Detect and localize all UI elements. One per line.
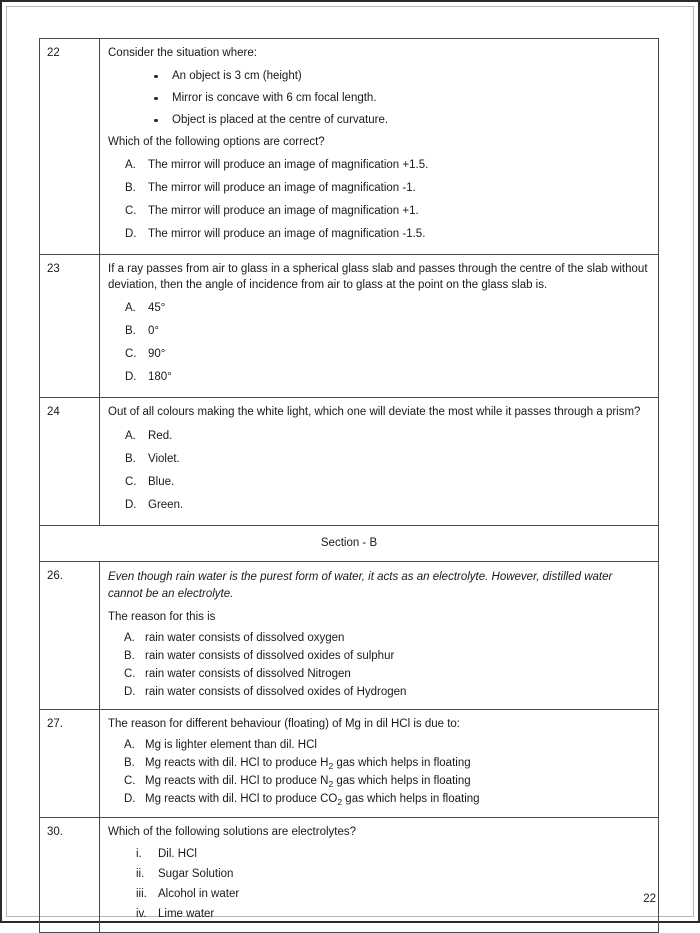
option-text: Dil. HCl — [158, 847, 197, 860]
question-substem: The reason for this is — [108, 610, 216, 623]
list-item[interactable] — [125, 200, 650, 223]
list-item: Object is placed at the centre of curvature. — [154, 110, 650, 132]
list-item[interactable] — [125, 154, 650, 177]
option-label: iv. — [136, 907, 147, 920]
option-text: rain water consists of dissolved Nitrogen — [145, 667, 351, 680]
option-label: C. — [124, 667, 136, 680]
list-item[interactable] — [125, 494, 650, 517]
option-label: B. — [125, 325, 136, 337]
option-label: B. — [124, 757, 135, 769]
list-item[interactable] — [125, 366, 650, 389]
question-number-30: 30. — [40, 817, 100, 933]
list-item[interactable] — [124, 755, 650, 773]
option-label: D. — [125, 228, 137, 240]
option-label: C. — [125, 348, 137, 360]
question-option-list — [108, 629, 650, 701]
option-text: Red. — [148, 429, 173, 442]
list-item[interactable] — [125, 320, 650, 343]
option-label: D. — [124, 685, 136, 698]
option-label: B. — [125, 182, 136, 194]
option-text: Mg reacts with dil. HCl to produce $CO_2$ gas which helps in floating — [145, 793, 480, 807]
question-number-23: 23 — [40, 255, 100, 398]
question-body-26 — [100, 561, 659, 710]
option-text: Sugar Solution — [158, 867, 234, 880]
option-label: C. — [124, 775, 136, 787]
list-item[interactable] — [136, 864, 650, 884]
list-item[interactable] — [125, 471, 650, 494]
question-option-list — [108, 737, 650, 809]
table-row — [40, 561, 659, 710]
option-label: D. — [125, 371, 137, 383]
option-label: A. — [124, 631, 135, 644]
list-item[interactable] — [124, 647, 650, 665]
list-item[interactable] — [125, 343, 650, 366]
question-stem: Consider the situation where: — [108, 47, 257, 59]
question-option-list — [108, 154, 650, 246]
list-item[interactable] — [125, 223, 650, 246]
question-option-list — [108, 844, 650, 924]
list-item: Mirror is concave with 6 cm focal length. — [154, 88, 650, 110]
question-number-27: 27. — [40, 710, 100, 818]
list-item[interactable] — [124, 791, 650, 809]
list-item[interactable] — [124, 665, 650, 683]
option-text: rain water consists of dissolved oxygen — [145, 631, 345, 644]
question-option-list — [108, 297, 650, 389]
question-body-22 — [100, 39, 659, 255]
option-label: A. — [124, 739, 135, 751]
list-item[interactable] — [125, 425, 650, 448]
option-text: The mirror will produce an image of magnification +1. — [148, 205, 419, 217]
option-label: D. — [125, 498, 137, 511]
section-divider-label: Section - B — [40, 525, 659, 561]
question-stem: If a ray passes from air to glass in a spherical glass slab and passes through the centre of the slab without deviation, then the angle of incidence from air to glass at the point on the glass slab is. — [108, 263, 648, 291]
option-label: ii. — [136, 867, 145, 880]
question-bullet-list — [108, 66, 650, 132]
list-item[interactable] — [125, 177, 650, 200]
option-text: rain water consists of dissolved oxides of sulphur — [145, 649, 395, 662]
list-item[interactable] — [136, 844, 650, 864]
option-label: i. — [136, 847, 142, 860]
option-label: B. — [125, 452, 136, 465]
option-label: D. — [124, 793, 136, 805]
question-body-30 — [100, 817, 659, 933]
table-row — [40, 710, 659, 818]
option-text: The mirror will produce an image of magnification +1.5. — [148, 159, 429, 171]
question-stem: The reason for different behaviour (floating) of Mg in dil HCl is due to: — [108, 718, 460, 730]
list-item[interactable] — [125, 448, 650, 471]
question-option-list — [108, 425, 650, 517]
question-stem: Even though rain water is the purest form of water, it acts as an electrolyte. However, distilled water cannot be an electrolyte. — [108, 570, 613, 600]
question-body-27 — [100, 710, 659, 818]
question-stem: Out of all colours making the white light, which one will deviate the most while it passes through a prism? — [108, 406, 641, 418]
question-number-22: 22 — [40, 39, 100, 255]
option-label: A. — [125, 159, 136, 171]
list-item: An object is 3 cm (height) — [154, 66, 650, 88]
option-text: The mirror will produce an image of magnification -1. — [148, 182, 416, 194]
list-item[interactable] — [124, 683, 650, 701]
question-table — [39, 38, 659, 933]
option-text: Lime water — [158, 907, 215, 920]
option-label: B. — [124, 649, 135, 662]
option-label: C. — [125, 205, 137, 217]
option-text: Green. — [148, 498, 184, 511]
option-label: A. — [125, 429, 136, 442]
table-row — [40, 39, 659, 255]
option-text: 180° — [148, 371, 172, 383]
question-stem: Which of the following solutions are electrolytes? — [108, 825, 357, 838]
question-body-23 — [100, 255, 659, 398]
question-number-26: 26. — [40, 561, 100, 710]
option-text: 90° — [148, 348, 166, 360]
option-text: rain water consists of dissolved oxides of Hydrogen — [145, 685, 407, 698]
list-item[interactable] — [125, 297, 650, 320]
option-text: Blue. — [148, 475, 175, 488]
option-text: Mg reacts with dil. HCl to produce $N_2$ gas which helps in floating — [145, 775, 471, 789]
option-text: 0° — [148, 325, 159, 337]
question-substem: Which of the following options are correct? — [108, 135, 325, 148]
option-text: Alcohol in water — [158, 887, 240, 900]
list-item[interactable] — [124, 737, 650, 755]
page-number: 22 — [643, 893, 656, 905]
table-row — [40, 398, 659, 526]
option-text: Mg reacts with dil. HCl to produce $H_2$ gas which helps in floating — [145, 757, 471, 771]
option-text: Violet. — [148, 452, 180, 465]
option-text: The mirror will produce an image of magnification -1.5. — [148, 228, 426, 240]
option-label: iii. — [136, 887, 147, 900]
option-label: C. — [125, 475, 137, 488]
list-item[interactable] — [136, 884, 650, 904]
list-item[interactable] — [136, 904, 650, 924]
option-label: A. — [125, 302, 136, 314]
table-row — [40, 817, 659, 933]
question-body-24 — [100, 398, 659, 526]
list-item[interactable] — [124, 629, 650, 647]
option-text: Mg is lighter element than dil. HCl — [145, 739, 317, 751]
table-row — [40, 255, 659, 398]
option-text: 45° — [148, 302, 166, 314]
table-row — [40, 525, 659, 561]
list-item[interactable] — [124, 773, 650, 791]
question-number-24: 24 — [40, 398, 100, 526]
